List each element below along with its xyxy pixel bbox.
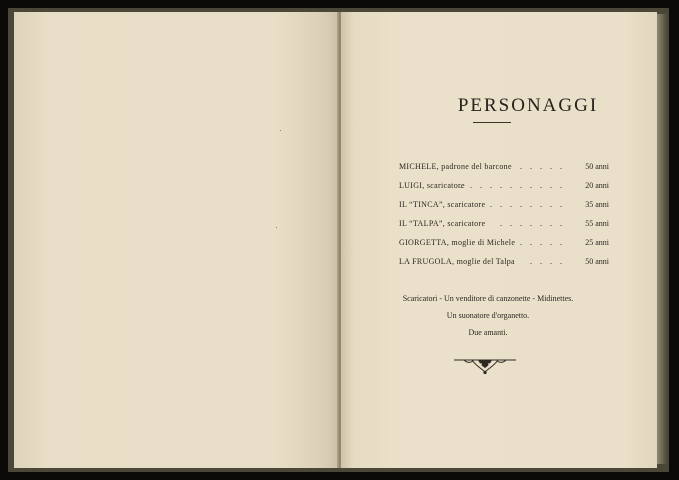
character-name: GIORGETTA, moglie di Michele [399,238,516,247]
page-edges [657,14,667,464]
character-name: MICHELE, padrone del barcone [399,162,512,171]
character-name: IL “TALPA”, scaricatore [399,219,486,228]
extras-line: Un suonatore d'organetto. [446,311,530,320]
cast-list-item [399,257,609,276]
paper-speck [276,227,277,228]
character-age: 25 anni [585,238,609,247]
cast-list-item [399,181,609,200]
right-page [341,12,657,468]
character-age: 20 anni [585,181,609,190]
cast-list [399,162,609,276]
paper-speck [280,130,281,131]
character-age: 50 anni [585,257,609,266]
left-page-blank [14,12,340,468]
extras-line: Scaricatori - Un venditore di canzonette - Midinettes. [402,294,574,303]
cast-list-item [399,162,609,181]
leader-dots: . . . . . . . . [490,200,565,209]
leader-dots: . . . . . . . . . . . [460,181,565,190]
character-age: 50 anni [585,162,609,171]
leader-dots: . . . . . . . [500,219,565,228]
cast-list-item [399,238,609,257]
character-age: 35 anni [585,200,609,209]
character-name: LA FRUGOLA, moglie del Talpa [399,257,515,266]
cast-page-content [341,12,657,468]
fleuron-ornament-icon [454,356,516,376]
title-rule-divider [473,122,511,123]
extras-block [365,294,611,345]
page-title: PERSONAGGI [457,95,599,116]
cast-list-item [399,219,609,238]
leader-dots: . . . . . [520,162,565,171]
cast-list-item [399,200,609,219]
character-age: 55 anni [585,219,609,228]
leader-dots: . . . . [530,257,565,266]
character-name: IL “TINCA”, scaricatore [399,200,486,209]
extras-line: Due amanti. [468,328,508,337]
leader-dots: . . . . . [520,238,565,247]
character-name: LUIGI, scaricatore [399,181,465,190]
